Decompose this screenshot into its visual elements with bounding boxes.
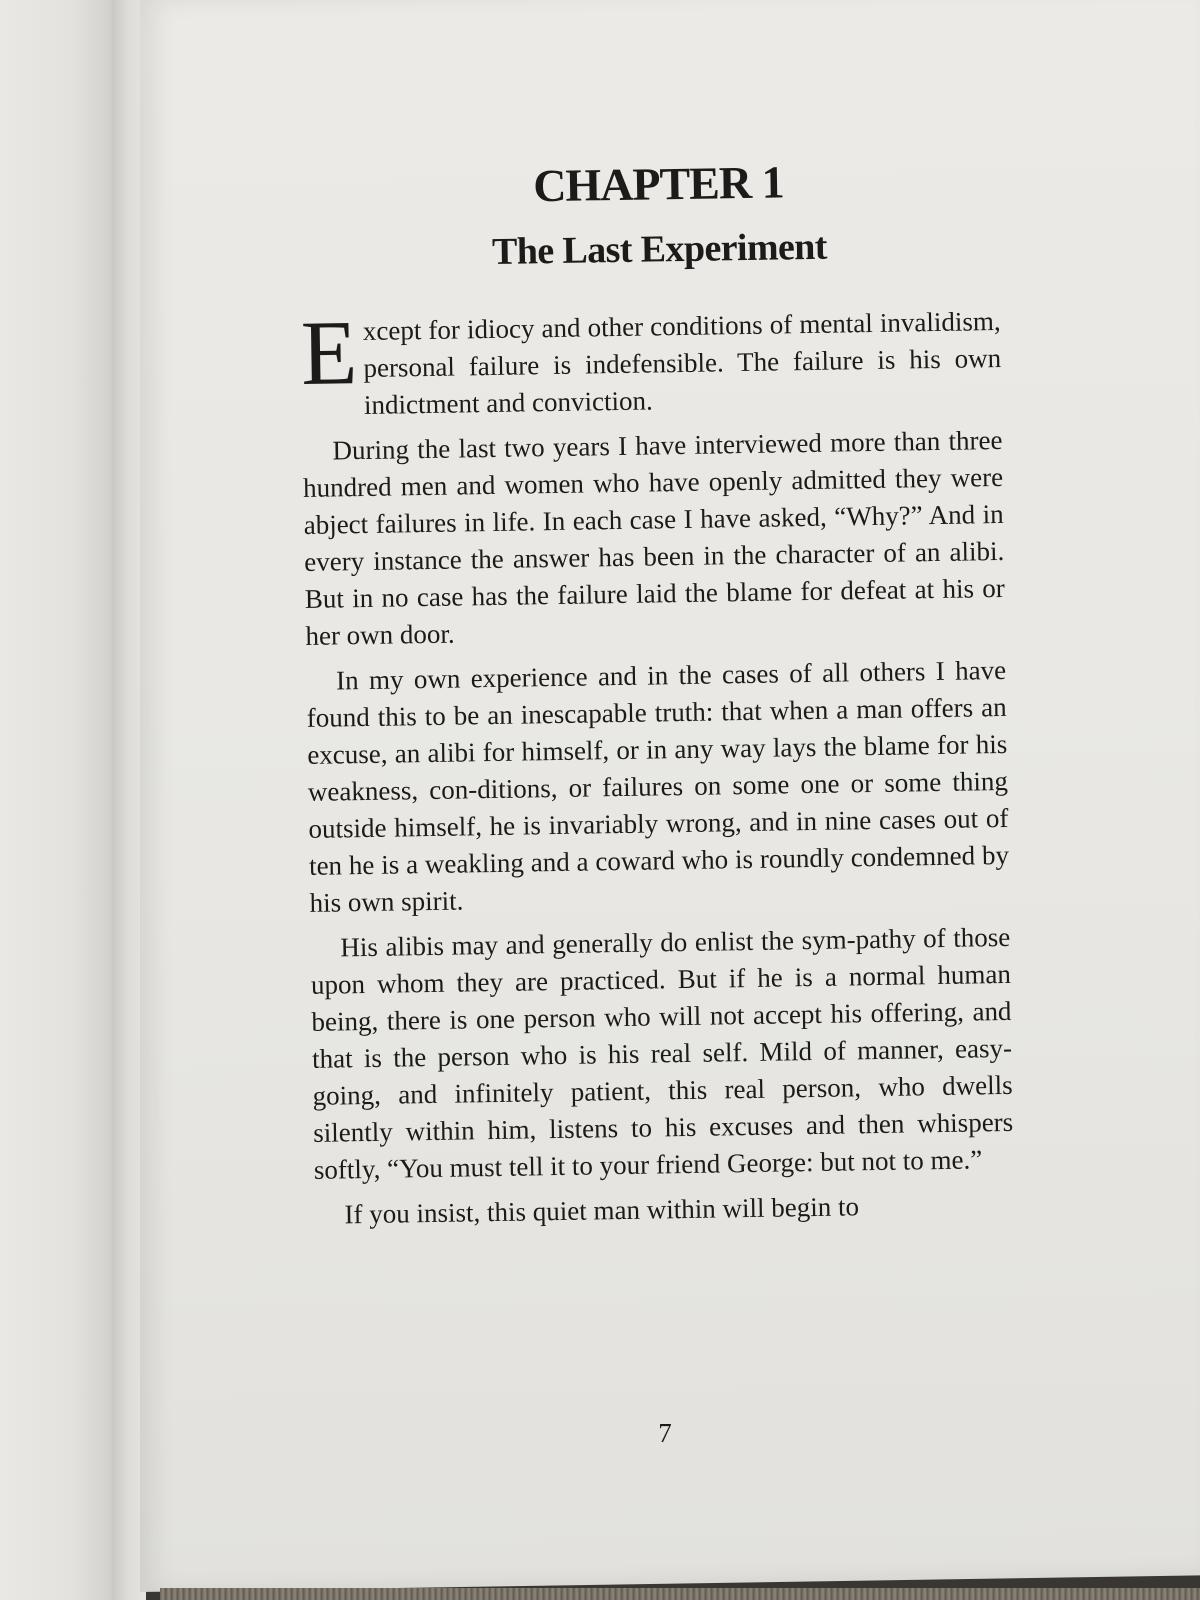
table-surface [160,1588,1200,1600]
paragraph-4: His alibis may and generally do enlist the sym-pathy of those upon whom they are practiced. But if he is a normal human being, there is one person who will not accept his offering, and that is the person who is his real self. Mild of manner, easy-going, and infinitely patient, this real person, who dwells silently within him, listens to his excuses and then whispers softly, “You must tell it to your friend George: but not to me.” [310,921,1014,1185]
paragraph-1-text: xcept for idiocy and other conditions of mental invalidism, personal failure is indefensible. The failure is his own indictment and conviction. [362,305,1002,420]
chapter-title: The Last Experiment [491,225,828,273]
paragraph-2: During the last two years I have interviewed more than three hundred men and women who have openly admitted they were abject failures in life. In each case I have asked, “Why?” And in every instance the answer has been in the character of an alibi. But in no case has the failure laid the blame for defeat at his or her own door. [302,424,1006,651]
chapter-label: CHAPTER 1 [532,156,784,212]
paragraph-5: If you insist, this quiet man within will begin to [344,1191,860,1230]
paragraph-1 [300,303,1002,425]
facing-page-edge [0,0,118,1600]
chapter-body [300,303,1014,1234]
page-content [298,151,1015,1242]
drop-cap: E [300,301,358,404]
paragraph-3: In my own experience and in the cases of all others I have found this to be an inescapable truth: that when a man offers an excuse, an alibi for himself, or in any way lays the blame for his weakness, con-ditions, or failures on some one or some thing outside himself, he is invariably wrong, and in nine cases out of ten he is a weakling and a coward who is roundly condemned by his own spirit. [306,654,1010,918]
page-number: 7 [658,1418,672,1448]
